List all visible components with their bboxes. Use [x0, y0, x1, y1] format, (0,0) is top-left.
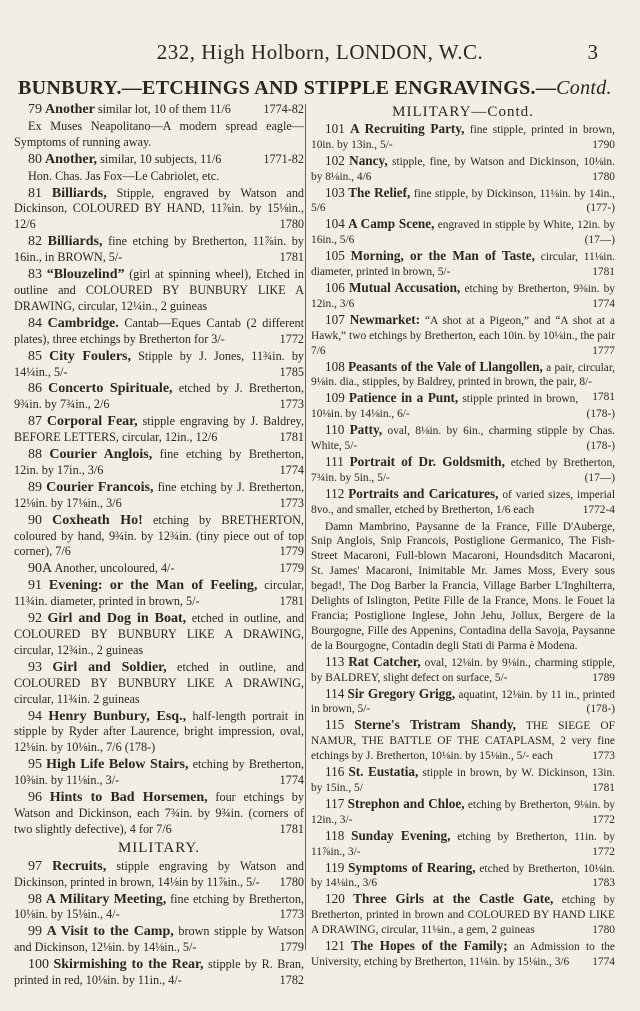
entry-description: etched by Bretherton, 10⅛in. by 14⅛in., 3/6	[311, 862, 615, 890]
entry-description: Hon. Chas. Jas Fox—Le Cabriolet, etc.	[28, 168, 220, 183]
entry-number: 120	[325, 891, 345, 907]
catalogue-entry	[311, 718, 615, 764]
entry-description: half-length portrait in stipple by Ryder after Laurence, bright impression, oval, 12⅛in. by 10⅛in., 7/6 (178-)	[14, 708, 304, 755]
entry-title: Peasants of the Vale of Llangollen,	[348, 358, 543, 374]
catalogue-entry	[14, 316, 304, 348]
entry-number: 118	[325, 827, 345, 843]
catalogue-entry	[311, 281, 615, 312]
entry-title: Strephon and Chloe,	[347, 795, 465, 811]
entry-year: 1779	[279, 940, 304, 955]
entry-description: oval, 8⅛in. by 6in., charming stipple by Chas. White, 5/-	[311, 425, 615, 453]
catalogue-entry	[311, 519, 615, 654]
entry-title: Newmarket:	[349, 311, 421, 327]
entry-description: circular, 11¾in. diameter, printed in brown, 5/-	[14, 578, 305, 609]
entry-description: Ex Muses Neapolitano—A modern spread eagle—Symptoms of running away.	[14, 118, 304, 149]
left-column	[14, 102, 304, 990]
catalogue-entry	[14, 267, 304, 315]
entry-year: 1774	[279, 462, 304, 477]
column-divider	[305, 104, 306, 950]
entry-title: Patty,	[349, 422, 383, 438]
catalogue-entry	[14, 102, 304, 118]
catalogue-entry	[311, 861, 615, 892]
catalogue-entry	[311, 186, 615, 217]
entry-year: (17—)	[584, 471, 615, 484]
entry-year: 1781	[279, 430, 304, 445]
catalogue-entry	[14, 924, 304, 956]
entry-number: 90A	[28, 561, 53, 577]
entry-number: 108	[325, 358, 345, 374]
catalogue-entry	[311, 687, 615, 718]
entry-title: Sunday Evening,	[351, 827, 451, 843]
entry-description: etching by Bretherton, printed in brown and COLOURED BY HAND LIKE A DRAWING, circular, 11⅛in., a gem, 2 guineas	[311, 894, 616, 937]
catalogue-entry	[14, 709, 304, 757]
catalogue-entry	[311, 249, 615, 280]
military-heading: MILITARY.	[117, 839, 201, 856]
page-number: 3	[587, 40, 598, 64]
entry-title: A Visit to the Camp,	[46, 924, 174, 940]
entry-year: (178-)	[586, 703, 615, 716]
catalogue-entry	[14, 859, 304, 891]
entry-number: 103	[325, 184, 345, 200]
entry-number: 82	[28, 234, 42, 250]
entry-number: 90	[28, 512, 42, 528]
entry-number: 100	[28, 957, 49, 973]
entry-year: 1773	[279, 495, 304, 510]
entry-title: Portrait of Dr. Goldsmith,	[349, 453, 505, 469]
entry-title: Girl and Dog in Boat,	[47, 611, 187, 627]
entry-description: oval, 12⅛in. by 9⅛in., charming stipple, by BALDREY, slight defect on surface, 5/-	[311, 656, 615, 684]
entry-number: 88	[28, 447, 42, 463]
entry-description: a pair, circular, 9⅛in. dia., stipples, by Baldrey, printed in brown, the pair, 8/-	[311, 361, 615, 389]
entry-year: 1779	[279, 544, 304, 559]
catalogue-entry	[14, 790, 304, 838]
entry-description: stipple by R. Bran, printed in red, 10⅛in. by 11in., 4/-	[14, 957, 305, 988]
entry-year: 1774	[592, 955, 615, 968]
entry-year: 1772-4	[582, 503, 615, 516]
entry-number: 99	[28, 924, 42, 940]
entry-year: 1771-82	[263, 151, 304, 166]
entry-year: 1772	[279, 331, 304, 346]
entry-number: 87	[28, 414, 42, 430]
entry-description: fine stipple, by Dickinson, 11⅛in. by 14in., 5/6	[311, 187, 615, 215]
entry-description: etched in outline, and COLOURED BY BUNBURY LIKE A DRAWING, circular, 11¾in. 2 guineas	[14, 659, 305, 706]
entry-number: 102	[325, 152, 345, 168]
entry-description: etched by Bretherton, 7¾in. by 5in., 5/-	[311, 456, 615, 484]
entry-number: 95	[28, 757, 42, 773]
entry-number: 117	[325, 795, 345, 811]
entry-number: 80	[28, 151, 42, 167]
entry-description: an Admission to the University, etching by Bretherton, 11⅛in. by 15⅛in., 3/6	[311, 941, 615, 968]
catalogue-entry	[311, 939, 615, 970]
entry-title: St. Eustatia,	[348, 764, 419, 780]
entry-number: 115	[325, 717, 345, 733]
entry-description: THE SIEGE OF NAMUR, THE BATTLE OF THE CATAPLASM, 2 very fine etchings by J. Bretherton, 10⅛in. by 15⅛in., 5/- each	[311, 720, 615, 763]
catalogue-entry	[311, 154, 615, 185]
catalogue-entry	[311, 423, 615, 454]
entry-year: 1780	[592, 170, 615, 183]
entry-year: 1780	[279, 217, 304, 232]
catalogue-entry	[14, 381, 304, 413]
catalogue-entry	[14, 447, 304, 479]
entry-year: 1773	[279, 397, 304, 412]
entry-number: 116	[325, 764, 345, 780]
entry-year: (17—)	[584, 234, 615, 247]
catalogue-entry	[14, 480, 304, 512]
catalogue-entry	[14, 578, 304, 610]
entry-year: 1789	[592, 671, 615, 684]
catalogue-entry	[311, 892, 615, 938]
entry-year: 1781	[592, 266, 615, 279]
catalogue-entry	[311, 655, 615, 686]
entry-number: 85	[28, 348, 42, 364]
entry-title: Cambridge.	[47, 315, 119, 331]
right-column	[311, 102, 615, 971]
entry-year: 1774	[592, 297, 615, 310]
entry-title: Coxheath Ho!	[52, 512, 143, 528]
entry-title: Girl and Soldier,	[52, 659, 167, 675]
entry-year: 1781	[592, 781, 615, 794]
entry-description: Stipple, engraved by Watson and Dickinson, COLOURED BY HAND, 11⅞in. by 15⅛in., 12/6	[14, 185, 305, 232]
entry-description: stipple engraving by Watson and Dickinson, printed in brown, 14⅛in by 11⅞in., 5/-	[14, 858, 305, 889]
entry-title: Mutual Accusation,	[348, 279, 461, 295]
entry-description: etched by J. Bretherton, 9¾in. by 7¾in., 2/6	[14, 381, 305, 412]
entry-number: 112	[325, 485, 345, 501]
entry-number: 98	[28, 891, 42, 907]
entry-title: High Life Below Stairs,	[46, 757, 189, 773]
entry-description: engraved in stipple by White, 12in. by 16in., 5/6	[311, 219, 615, 247]
entry-number: 119	[325, 859, 345, 875]
catalogue-entry	[14, 611, 304, 659]
entry-number: 89	[28, 479, 42, 495]
entry-description: etching by BRETHERTON, coloured by hand, 9¾in. by 12¾in. (tiny piece out of top corner), 7/6	[14, 512, 304, 559]
entry-number: 101	[325, 120, 345, 136]
entry-title: Evening: or the Man of Feeling,	[48, 578, 258, 594]
entry-year: 1772	[592, 845, 615, 858]
entry-description: etching by Bretherton, 9⅛in. by 12in., 3/-	[311, 798, 616, 826]
entry-description: (girl at spinning wheel), Etched in outline and COLOURED BY BUNBURY LIKE A DRAWING, circular, 12¼in., 2 guineas	[14, 267, 304, 313]
entry-title: Symptoms of Rearing,	[348, 859, 476, 875]
entry-number: 111	[325, 453, 344, 469]
entry-year: 1781	[279, 594, 304, 609]
entry-year: 1774	[279, 773, 304, 788]
entry-year: 1779	[279, 561, 304, 576]
entry-description: etching by Bretherton, 9⅜in. by 12in., 3/6	[311, 282, 616, 310]
entry-year: 1790	[592, 138, 615, 151]
entry-title: Rat Catcher,	[348, 653, 421, 669]
entry-number: 107	[325, 311, 345, 327]
entry-title: Courier Anglois,	[49, 447, 153, 463]
entry-description: Cantab—Eques Cantab (2 different plates), three etchings by Bretherton for 3/-	[14, 315, 305, 346]
entry-year: 1781	[279, 821, 304, 836]
section-title-main: BUNBURY.—ETCHINGS AND STIPPLE ENGRAVINGS.—	[18, 77, 557, 99]
entry-number: 121	[325, 938, 345, 954]
entry-description: stipple engraving by J. Baldrey, BEFORE LETTERS, circular, 12in., 12/6	[14, 414, 304, 445]
entry-title: Corporal Fear,	[46, 414, 138, 430]
catalogue-entry	[14, 892, 304, 924]
entry-number: 104	[325, 216, 345, 232]
catalogue-entry	[311, 765, 615, 796]
entry-number: 92	[28, 611, 42, 627]
entry-title: Recruits,	[52, 858, 107, 874]
catalogue-entry	[311, 122, 615, 153]
entry-title: Three Girls at the Castle Gate,	[353, 891, 554, 907]
entry-description: similar, 10 subjects, 11/6	[100, 151, 222, 166]
entry-title: Billiards,	[51, 185, 107, 201]
entry-title: City Foulers,	[49, 348, 131, 364]
entry-number: 86	[28, 381, 42, 397]
catalogue-entry	[14, 660, 304, 708]
entry-title: The Relief,	[348, 184, 411, 200]
entry-title: “Blouzelind”	[46, 267, 125, 283]
entry-title: Skirmishing to the Rear,	[53, 957, 204, 973]
entry-number: 91	[28, 578, 42, 594]
catalogue-entry	[14, 757, 304, 789]
running-header	[0, 40, 640, 70]
entry-description: fine etching by Bretherton, 11⅞in. by 16in., in BROWN, 5/-	[14, 234, 304, 265]
catalogue-entry	[14, 152, 304, 168]
entry-title: Sterne's Tristram Shandy,	[354, 717, 516, 733]
entry-description: aquatint, 12⅛in. by 11 in., printed in brown, 5/-	[311, 688, 615, 716]
entry-description: four etchings by Watson and Dickinson, each 7¾in. by 9¾in. (corners of two slightly defective), 4 for 7/6	[14, 790, 304, 836]
entry-year: (177-)	[586, 202, 615, 215]
entry-title: A Military Meeting,	[45, 891, 167, 907]
entry-description: similar lot, 10 of them 11/6	[97, 102, 231, 116]
catalogue-entry	[14, 957, 304, 989]
entry-title: Another	[45, 102, 95, 117]
entry-year: (178-)	[586, 408, 615, 421]
entry-description: of varied sizes, imperial 8vo., and smaller, etched by Bretherton, 1/6 each	[311, 488, 615, 516]
entry-description: fine stipple, printed in brown, 10in. by 13in., 5/-	[311, 123, 615, 151]
catalogue-entry	[311, 391, 615, 422]
entry-year: 1772	[592, 813, 615, 826]
entry-number: 93	[28, 659, 42, 675]
entry-year: 1774-82	[263, 102, 304, 116]
entry-year: 1781	[592, 391, 615, 404]
entry-year: 1783	[592, 877, 615, 890]
entry-title: A Camp Scene,	[348, 216, 435, 232]
catalogue-entry	[14, 119, 304, 151]
entry-description: etching by Bretherton, 10⅜in. by 11⅛in., 3/-	[14, 757, 305, 788]
entry-title: Patience in a Punt,	[348, 390, 459, 406]
entry-number: 110	[325, 422, 345, 438]
entry-description: stipple, fine, by Watson and Dickinson, 10⅛in. by 8⅛in., 4/6	[311, 155, 615, 183]
section-title-contd: Contd.	[556, 77, 612, 99]
entry-year: 1780	[592, 924, 615, 937]
entry-description: circular, 11⅛in. diameter, printed in brown, 5/-	[311, 251, 615, 279]
entry-title: Concerto Spirituale,	[48, 381, 173, 397]
catalogue-entry	[14, 561, 304, 577]
entry-number: 83	[28, 267, 42, 283]
entry-year: (178-)	[586, 440, 615, 453]
entry-title: Portraits and Caricatures,	[348, 485, 499, 501]
entry-number: 97	[28, 858, 42, 874]
entry-year: 1773	[592, 750, 615, 763]
entry-description: fine etching by J. Bretherton, 12⅛in. by 17⅛in., 3/6	[14, 479, 305, 510]
catalogue-entry	[311, 797, 615, 828]
entry-title: Morning, or the Man of Taste,	[350, 248, 535, 264]
entry-description: Damn Mambrino, Paysanne de la France, Fille D'Auberge, Snip Anglois, Snip Francois, Postiglione Germanico, The Fish-Street Macaroni, Full-blown Macaroni, Houndsditch Macaroni, St. James' Macaroni, Inimitable Mr. James Moss, Every sous begad!, The Dog Barber la Francia, Village Barber L'Inghilterra, Delights of Islington, Petite Fille de la France, Mons. le Fouet la Francia; Postiglione Inglese, John Jehu, Jollux, Bergere de la Bourgogne, Fille des Appenins, Contadina della Savoja, Paysanne de la Bourgogne, Contadin degli Stati di Parma è Modena.	[311, 520, 615, 652]
entry-description: brown stipple by Watson and Dickinson, 12⅛in. by 14⅛in., 5/-	[14, 924, 305, 955]
catalogue-entry	[14, 169, 304, 185]
entry-title: Hints to Bad Horsemen,	[49, 790, 208, 806]
entry-number: 94	[28, 708, 42, 724]
entry-year: 1782	[279, 973, 304, 988]
entry-description: stipple in brown, by W. Dickinson, 13in. by 15in., 5/	[311, 767, 615, 794]
entry-description: Another, uncoloured, 4/-	[54, 561, 175, 576]
catalogue-entry	[14, 349, 304, 381]
entry-number: 96	[28, 790, 42, 806]
entry-number: 109	[325, 390, 345, 406]
entry-number: 113	[325, 653, 345, 669]
entry-description: Stipple by J. Jones, 11¾in. by 14¼in., 5/-	[14, 348, 305, 379]
section-title	[18, 77, 628, 100]
entry-title: Billiards,	[47, 234, 103, 250]
entry-number: 81	[28, 185, 42, 201]
header-address: 232, High Holborn, LONDON, W.C.	[156, 40, 484, 64]
entry-title: The Hopes of the Family;	[351, 938, 508, 954]
entry-title: Henry Bunbury, Esq.,	[48, 708, 187, 724]
military-contd-heading: MILITARY—Contd.	[392, 104, 534, 120]
entry-number: 105	[325, 248, 345, 264]
catalogue-entry	[311, 217, 615, 248]
catalogue-entry	[14, 186, 304, 234]
entry-number: 79	[28, 102, 42, 117]
entry-number: 84	[28, 315, 42, 331]
catalogue-entry	[311, 829, 615, 860]
entry-title: A Recruiting Party,	[350, 120, 465, 136]
entry-title: Courier Francois,	[46, 479, 154, 495]
catalogue-entry	[311, 313, 615, 359]
entry-title: Sir Gregory Grigg,	[347, 685, 456, 701]
catalogue-entry	[311, 487, 615, 518]
entry-year: 1785	[279, 364, 304, 379]
entry-description: etching by Bretherton, 11in. by 11⅞in., 3/-	[311, 830, 615, 858]
entry-year: 1780	[279, 874, 304, 889]
entry-description: etched in outline, and COLOURED BY BUNBURY LIKE A DRAWING, circular, 12¾in., 2 guineas	[14, 611, 305, 657]
entry-year: 1781	[279, 250, 304, 265]
entry-description: stipple printed in brown, 10⅛in. by 14⅛in., 6/-	[311, 393, 579, 421]
entry-number: 106	[325, 279, 345, 295]
catalogue-entry	[14, 513, 304, 561]
catalogue-entry	[14, 414, 304, 446]
entry-number: 114	[325, 685, 345, 701]
entry-year: 1773	[279, 907, 304, 922]
entry-title: Nancy,	[349, 152, 388, 168]
entry-description: fine etching by Bretherton, 10⅛in. by 15⅛in., 4/-	[14, 891, 304, 922]
catalogue-entry	[311, 455, 615, 486]
catalogue-entry	[14, 234, 304, 266]
entry-year: 1777	[592, 344, 615, 357]
entry-description: “A shot at a Pigeon,” and “A shot at a Hawk,” two etchings by Bretherton, each 10in. by 10⅛in., the pair 7/6	[311, 314, 615, 357]
entry-description: fine etching by Bretherton, 12in. by 17in., 3/6	[14, 447, 304, 477]
entry-title: Another,	[45, 151, 98, 167]
